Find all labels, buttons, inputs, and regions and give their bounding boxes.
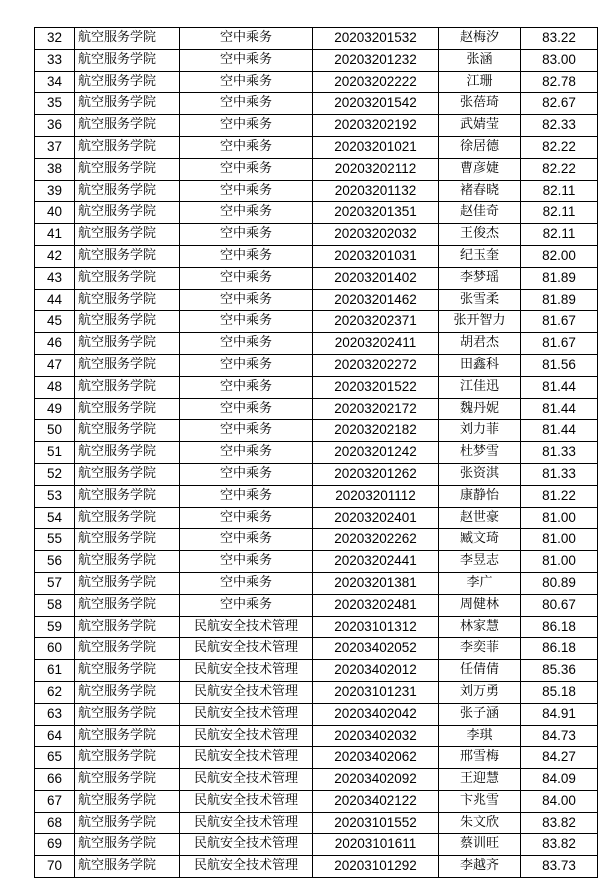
cell-student-name: 刘力菲 — [439, 420, 521, 442]
cell-student-name: 张开智力 — [439, 311, 521, 333]
table-body — [35, 28, 598, 878]
cell-college: 航空服务学院 — [75, 638, 180, 660]
table-row — [35, 115, 598, 137]
cell-major: 空中乘务 — [180, 311, 313, 333]
cell-student-id: 20203101611 — [313, 834, 439, 856]
cell-college: 航空服务学院 — [75, 616, 180, 638]
cell-college: 航空服务学院 — [75, 463, 180, 485]
cell-major: 民航安全技术管理 — [180, 812, 313, 834]
cell-student-id: 20203101552 — [313, 812, 439, 834]
cell-major: 空中乘务 — [180, 572, 313, 594]
cell-student-name: 赵世豪 — [439, 507, 521, 529]
cell-score: 82.67 — [521, 93, 598, 115]
cell-score: 81.89 — [521, 267, 598, 289]
cell-row-number: 61 — [35, 660, 75, 682]
cell-college: 航空服务学院 — [75, 245, 180, 267]
table-row — [35, 398, 598, 420]
table-row — [35, 551, 598, 573]
cell-major: 空中乘务 — [180, 224, 313, 246]
cell-major: 空中乘务 — [180, 507, 313, 529]
cell-student-id: 20203202262 — [313, 529, 439, 551]
cell-row-number: 65 — [35, 747, 75, 769]
table-row — [35, 681, 598, 703]
cell-college: 航空服务学院 — [75, 333, 180, 355]
cell-student-id: 20203201462 — [313, 289, 439, 311]
cell-student-id: 20203201262 — [313, 463, 439, 485]
cell-row-number: 43 — [35, 267, 75, 289]
cell-college: 航空服务学院 — [75, 136, 180, 158]
cell-row-number: 62 — [35, 681, 75, 703]
cell-score: 82.11 — [521, 202, 598, 224]
cell-row-number: 45 — [35, 311, 75, 333]
cell-student-id: 20203402122 — [313, 790, 439, 812]
cell-college: 航空服务学院 — [75, 551, 180, 573]
table-row — [35, 616, 598, 638]
cell-college: 航空服务学院 — [75, 224, 180, 246]
cell-score: 84.00 — [521, 790, 598, 812]
cell-student-name: 张涵 — [439, 49, 521, 71]
cell-college: 航空服务学院 — [75, 420, 180, 442]
cell-college: 航空服务学院 — [75, 790, 180, 812]
cell-college: 航空服务学院 — [75, 354, 180, 376]
cell-score: 82.11 — [521, 180, 598, 202]
cell-college: 航空服务学院 — [75, 507, 180, 529]
cell-student-name: 臧文琦 — [439, 529, 521, 551]
cell-college: 航空服务学院 — [75, 703, 180, 725]
table-row — [35, 93, 598, 115]
cell-score: 86.18 — [521, 638, 598, 660]
cell-student-id: 20203101292 — [313, 856, 439, 878]
cell-row-number: 66 — [35, 769, 75, 791]
table-row — [35, 267, 598, 289]
cell-college: 航空服务学院 — [75, 572, 180, 594]
cell-student-id: 20203201242 — [313, 442, 439, 464]
cell-major: 空中乘务 — [180, 594, 313, 616]
cell-row-number: 59 — [35, 616, 75, 638]
cell-student-name: 李奕菲 — [439, 638, 521, 660]
table-row — [35, 289, 598, 311]
cell-row-number: 51 — [35, 442, 75, 464]
table-row — [35, 420, 598, 442]
cell-score: 82.00 — [521, 245, 598, 267]
table-row — [35, 442, 598, 464]
cell-score: 84.91 — [521, 703, 598, 725]
cell-score: 83.82 — [521, 812, 598, 834]
cell-row-number: 33 — [35, 49, 75, 71]
cell-student-id: 20203201522 — [313, 376, 439, 398]
cell-college: 航空服务学院 — [75, 28, 180, 50]
table-row — [35, 245, 598, 267]
cell-major: 空中乘务 — [180, 93, 313, 115]
cell-major: 空中乘务 — [180, 267, 313, 289]
table-row — [35, 49, 598, 71]
cell-college: 航空服务学院 — [75, 376, 180, 398]
cell-row-number: 34 — [35, 71, 75, 93]
cell-score: 81.00 — [521, 507, 598, 529]
cell-row-number: 48 — [35, 376, 75, 398]
cell-student-id: 20203402052 — [313, 638, 439, 660]
cell-student-id: 20203201112 — [313, 485, 439, 507]
cell-major: 民航安全技术管理 — [180, 703, 313, 725]
cell-student-id: 20203202032 — [313, 224, 439, 246]
table-row — [35, 71, 598, 93]
cell-score: 81.89 — [521, 289, 598, 311]
table-row — [35, 136, 598, 158]
cell-student-name: 王俊杰 — [439, 224, 521, 246]
cell-college: 航空服务学院 — [75, 442, 180, 464]
cell-student-id: 20203201532 — [313, 28, 439, 50]
table-row — [35, 769, 598, 791]
cell-student-id: 20203201021 — [313, 136, 439, 158]
cell-college: 航空服务学院 — [75, 485, 180, 507]
cell-student-name: 康静怡 — [439, 485, 521, 507]
table-row — [35, 660, 598, 682]
cell-college: 航空服务学院 — [75, 747, 180, 769]
cell-score: 84.73 — [521, 725, 598, 747]
cell-student-name: 武婧莹 — [439, 115, 521, 137]
cell-college: 航空服务学院 — [75, 202, 180, 224]
cell-row-number: 57 — [35, 572, 75, 594]
cell-score: 82.11 — [521, 224, 598, 246]
cell-student-name: 江珊 — [439, 71, 521, 93]
cell-major: 空中乘务 — [180, 463, 313, 485]
cell-major: 空中乘务 — [180, 49, 313, 71]
cell-student-id: 20203202481 — [313, 594, 439, 616]
cell-student-name: 李梦瑶 — [439, 267, 521, 289]
cell-college: 航空服务学院 — [75, 681, 180, 703]
cell-student-name: 徐居德 — [439, 136, 521, 158]
cell-major: 空中乘务 — [180, 202, 313, 224]
cell-major: 空中乘务 — [180, 551, 313, 573]
table-row — [35, 28, 598, 50]
table-row — [35, 311, 598, 333]
cell-student-name: 纪玉奎 — [439, 245, 521, 267]
cell-score: 81.44 — [521, 376, 598, 398]
table-row — [35, 529, 598, 551]
cell-score: 81.44 — [521, 420, 598, 442]
cell-student-id: 20203201031 — [313, 245, 439, 267]
cell-college: 航空服务学院 — [75, 398, 180, 420]
table-row — [35, 224, 598, 246]
table-row — [35, 158, 598, 180]
cell-row-number: 35 — [35, 93, 75, 115]
cell-major: 空中乘务 — [180, 245, 313, 267]
table-row — [35, 703, 598, 725]
cell-student-name: 李昱志 — [439, 551, 521, 573]
cell-row-number: 44 — [35, 289, 75, 311]
cell-student-name: 曹彦婕 — [439, 158, 521, 180]
cell-student-name: 林家慧 — [439, 616, 521, 638]
cell-row-number: 50 — [35, 420, 75, 442]
cell-college: 航空服务学院 — [75, 856, 180, 878]
cell-student-id: 20203202411 — [313, 333, 439, 355]
cell-row-number: 42 — [35, 245, 75, 267]
cell-score: 80.89 — [521, 572, 598, 594]
cell-major: 空中乘务 — [180, 529, 313, 551]
cell-student-id: 20203202441 — [313, 551, 439, 573]
cell-row-number: 58 — [35, 594, 75, 616]
cell-row-number: 32 — [35, 28, 75, 50]
cell-row-number: 47 — [35, 354, 75, 376]
cell-college: 航空服务学院 — [75, 93, 180, 115]
cell-major: 民航安全技术管理 — [180, 769, 313, 791]
cell-score: 81.00 — [521, 551, 598, 573]
cell-row-number: 41 — [35, 224, 75, 246]
table-row — [35, 572, 598, 594]
cell-major: 空中乘务 — [180, 28, 313, 50]
table-row — [35, 202, 598, 224]
cell-row-number: 53 — [35, 485, 75, 507]
cell-student-id: 20203402092 — [313, 769, 439, 791]
cell-score: 81.33 — [521, 442, 598, 464]
cell-major: 民航安全技术管理 — [180, 638, 313, 660]
cell-college: 航空服务学院 — [75, 834, 180, 856]
cell-major: 空中乘务 — [180, 354, 313, 376]
cell-row-number: 70 — [35, 856, 75, 878]
cell-major: 民航安全技术管理 — [180, 681, 313, 703]
cell-major: 空中乘务 — [180, 136, 313, 158]
cell-score: 83.82 — [521, 834, 598, 856]
table-row — [35, 834, 598, 856]
cell-score: 82.22 — [521, 136, 598, 158]
cell-score: 84.09 — [521, 769, 598, 791]
cell-row-number: 63 — [35, 703, 75, 725]
cell-score: 82.78 — [521, 71, 598, 93]
table-row — [35, 507, 598, 529]
table-row — [35, 485, 598, 507]
cell-student-id: 20203101231 — [313, 681, 439, 703]
cell-score: 81.67 — [521, 311, 598, 333]
table-row — [35, 333, 598, 355]
cell-student-name: 魏丹妮 — [439, 398, 521, 420]
cell-college: 航空服务学院 — [75, 115, 180, 137]
table-row — [35, 354, 598, 376]
cell-score: 83.22 — [521, 28, 598, 50]
cell-student-name: 胡君杰 — [439, 333, 521, 355]
cell-student-id: 20203202112 — [313, 158, 439, 180]
cell-student-name: 张子涵 — [439, 703, 521, 725]
cell-score: 81.67 — [521, 333, 598, 355]
table-row — [35, 856, 598, 878]
cell-student-name: 刘万勇 — [439, 681, 521, 703]
cell-major: 空中乘务 — [180, 115, 313, 137]
cell-student-name: 卞兆雪 — [439, 790, 521, 812]
cell-student-name: 王迎慧 — [439, 769, 521, 791]
cell-student-name: 朱文欣 — [439, 812, 521, 834]
table-row — [35, 463, 598, 485]
cell-college: 航空服务学院 — [75, 71, 180, 93]
cell-college: 航空服务学院 — [75, 812, 180, 834]
cell-score: 82.22 — [521, 158, 598, 180]
cell-major: 空中乘务 — [180, 376, 313, 398]
cell-row-number: 52 — [35, 463, 75, 485]
cell-student-name: 田鑫科 — [439, 354, 521, 376]
cell-student-id: 20203201402 — [313, 267, 439, 289]
cell-college: 航空服务学院 — [75, 660, 180, 682]
cell-student-id: 20203402062 — [313, 747, 439, 769]
cell-student-id: 20203202182 — [313, 420, 439, 442]
cell-student-id: 20203202272 — [313, 354, 439, 376]
cell-score: 81.00 — [521, 529, 598, 551]
cell-college: 航空服务学院 — [75, 594, 180, 616]
cell-major: 空中乘务 — [180, 398, 313, 420]
cell-row-number: 64 — [35, 725, 75, 747]
cell-row-number: 69 — [35, 834, 75, 856]
cell-student-name: 杜梦雪 — [439, 442, 521, 464]
cell-row-number: 68 — [35, 812, 75, 834]
cell-student-id: 20203402012 — [313, 660, 439, 682]
cell-student-id: 20203202401 — [313, 507, 439, 529]
cell-row-number: 67 — [35, 790, 75, 812]
cell-student-name: 周健林 — [439, 594, 521, 616]
cell-college: 航空服务学院 — [75, 49, 180, 71]
cell-row-number: 38 — [35, 158, 75, 180]
table-row — [35, 747, 598, 769]
cell-score: 82.33 — [521, 115, 598, 137]
cell-student-name: 李越齐 — [439, 856, 521, 878]
cell-major: 空中乘务 — [180, 158, 313, 180]
cell-major: 空中乘务 — [180, 289, 313, 311]
cell-row-number: 36 — [35, 115, 75, 137]
cell-student-id: 20203201232 — [313, 49, 439, 71]
cell-row-number: 60 — [35, 638, 75, 660]
cell-major: 民航安全技术管理 — [180, 747, 313, 769]
cell-student-name: 邢雪梅 — [439, 747, 521, 769]
cell-college: 航空服务学院 — [75, 158, 180, 180]
cell-college: 航空服务学院 — [75, 289, 180, 311]
cell-student-id: 20203402032 — [313, 725, 439, 747]
cell-college: 航空服务学院 — [75, 267, 180, 289]
cell-major: 民航安全技术管理 — [180, 660, 313, 682]
table-row — [35, 812, 598, 834]
cell-student-name: 张雪柔 — [439, 289, 521, 311]
cell-score: 83.00 — [521, 49, 598, 71]
cell-major: 空中乘务 — [180, 420, 313, 442]
cell-major: 民航安全技术管理 — [180, 834, 313, 856]
cell-student-name: 张资淇 — [439, 463, 521, 485]
cell-student-id: 20203402042 — [313, 703, 439, 725]
cell-score: 81.44 — [521, 398, 598, 420]
cell-major: 民航安全技术管理 — [180, 725, 313, 747]
cell-row-number: 39 — [35, 180, 75, 202]
cell-major: 空中乘务 — [180, 485, 313, 507]
table-row — [35, 638, 598, 660]
cell-score: 84.27 — [521, 747, 598, 769]
cell-student-id: 20203201132 — [313, 180, 439, 202]
cell-college: 航空服务学院 — [75, 725, 180, 747]
cell-score: 80.67 — [521, 594, 598, 616]
cell-row-number: 40 — [35, 202, 75, 224]
table-row — [35, 594, 598, 616]
cell-student-id: 20203201351 — [313, 202, 439, 224]
cell-student-id: 20203202371 — [313, 311, 439, 333]
table-row — [35, 790, 598, 812]
cell-major: 空中乘务 — [180, 180, 313, 202]
cell-student-id: 20203202192 — [313, 115, 439, 137]
cell-college: 航空服务学院 — [75, 311, 180, 333]
table-row — [35, 376, 598, 398]
cell-student-name: 任倩倩 — [439, 660, 521, 682]
cell-row-number: 56 — [35, 551, 75, 573]
cell-student-name: 江佳迅 — [439, 376, 521, 398]
cell-student-name: 褚春晓 — [439, 180, 521, 202]
cell-major: 空中乘务 — [180, 333, 313, 355]
cell-student-name: 张蓓琦 — [439, 93, 521, 115]
cell-student-name: 蔡训旺 — [439, 834, 521, 856]
cell-score: 85.36 — [521, 660, 598, 682]
cell-row-number: 49 — [35, 398, 75, 420]
cell-student-id: 20203101312 — [313, 616, 439, 638]
cell-score: 85.18 — [521, 681, 598, 703]
cell-college: 航空服务学院 — [75, 769, 180, 791]
cell-major: 空中乘务 — [180, 442, 313, 464]
cell-row-number: 46 — [35, 333, 75, 355]
score-table — [34, 27, 598, 878]
cell-college: 航空服务学院 — [75, 180, 180, 202]
table-row — [35, 180, 598, 202]
cell-row-number: 37 — [35, 136, 75, 158]
cell-student-id: 20203201542 — [313, 93, 439, 115]
cell-major: 民航安全技术管理 — [180, 616, 313, 638]
cell-student-name: 赵佳奇 — [439, 202, 521, 224]
cell-student-id: 20203201381 — [313, 572, 439, 594]
cell-student-name: 李琪 — [439, 725, 521, 747]
cell-student-name: 赵梅汐 — [439, 28, 521, 50]
cell-student-id: 20203202222 — [313, 71, 439, 93]
cell-major: 民航安全技术管理 — [180, 790, 313, 812]
cell-score: 81.22 — [521, 485, 598, 507]
cell-student-name: 李广 — [439, 572, 521, 594]
cell-row-number: 55 — [35, 529, 75, 551]
table-row — [35, 725, 598, 747]
cell-major: 空中乘务 — [180, 71, 313, 93]
cell-row-number: 54 — [35, 507, 75, 529]
cell-score: 86.18 — [521, 616, 598, 638]
cell-score: 81.56 — [521, 354, 598, 376]
cell-student-id: 20203202172 — [313, 398, 439, 420]
cell-college: 航空服务学院 — [75, 529, 180, 551]
cell-major: 民航安全技术管理 — [180, 856, 313, 878]
cell-score: 83.73 — [521, 856, 598, 878]
cell-score: 81.33 — [521, 463, 598, 485]
